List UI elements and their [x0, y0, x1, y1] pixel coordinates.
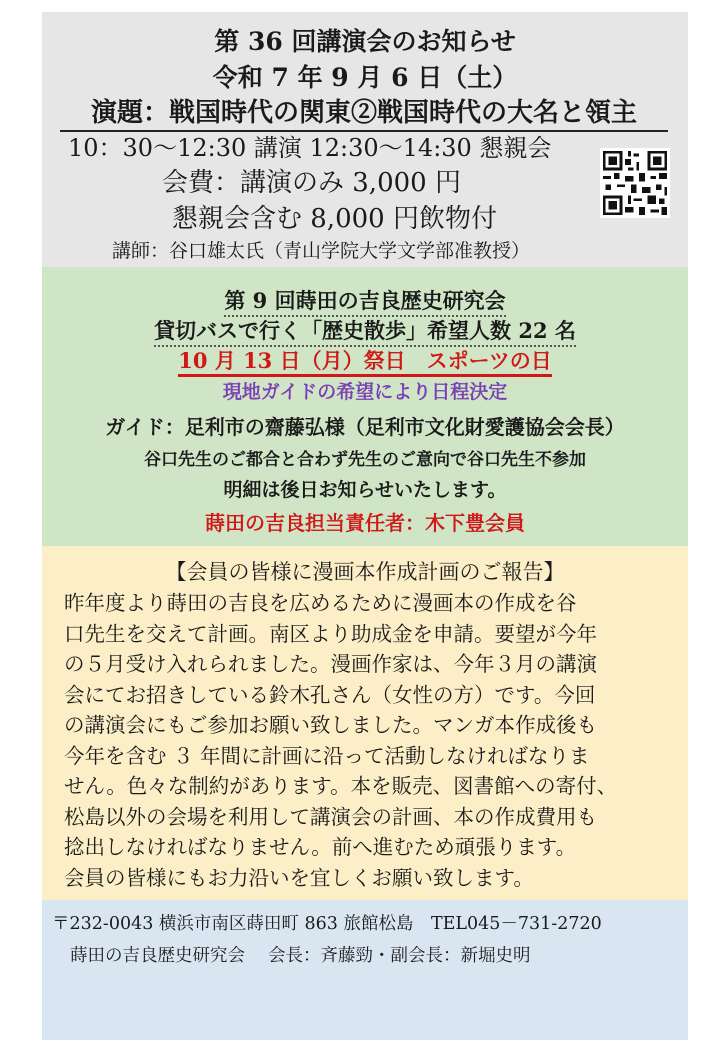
qr-code-icon[interactable]	[600, 148, 670, 218]
study-group-teacher-note: 谷口先生のご都合と合わず先生のご意向で谷口先生不参加	[144, 450, 586, 470]
footer	[42, 900, 688, 1040]
study-group-subtitle-text: 貸切バスで行く「歴史散歩」希望人数 22 名	[154, 318, 576, 347]
study-group-responsible: 蒔田の吉良担当責任者：木下豊会員	[205, 511, 525, 535]
manga-report-line: せん。色々な制約があります。本を販売、図書館への寄付、	[64, 774, 618, 798]
study-group-guide: ガイド：足利市の齋藤弘様（足利市文化財愛護協会会長）	[105, 415, 625, 439]
study-group-date	[42, 345, 688, 375]
lecture-schedule: 10：30～12:30 講演 12:30～14:30 懇親会	[68, 134, 552, 162]
study-group-title-text: 第 9 回蒔田の吉良歴史研究会	[224, 288, 505, 317]
lecture-fee: 会費：講演のみ 3,000 円	[162, 168, 461, 198]
study-group-note: 現地ガイドの希望により日程決定	[222, 381, 508, 403]
lecture-date: 令和 7 年 9 月 6 日（土）	[212, 63, 518, 92]
study-group-date-text: 10 月 13 日（月）祭日 スポーツの日	[178, 348, 552, 377]
manga-report-line: 捻出しなければなりません。前へ進むため頑張ります。	[64, 835, 577, 859]
manga-report-line: 昨年度より蒔田の吉良を広めるために漫画本の作成を谷	[64, 591, 577, 615]
lecture-announcement	[42, 12, 688, 267]
manga-report-line: の講演会にもご参加お願い致しました。マンガ本作成後も	[64, 713, 597, 737]
manga-report-line: 会員の皆様にもお力沿いを宜しくお願い致します。	[64, 865, 534, 890]
study-group-announcement	[42, 267, 688, 546]
manga-report-line: 今年を含む ３ 年間に計画に沿って活動しなければなりま	[64, 743, 590, 768]
manga-report-body	[64, 588, 617, 893]
study-group-subtitle	[42, 315, 688, 345]
lecture-speaker: 講師：谷口雄太氏（青山学院大学文学部准教授）	[112, 240, 531, 262]
study-group-title	[42, 285, 688, 315]
manga-report	[42, 546, 688, 900]
lecture-title: 第 36 回講演会のお知らせ	[214, 27, 516, 56]
manga-report-line: 口先生を交えて計画。南区より助成金を申請。要望が今年	[64, 621, 597, 646]
study-group-details: 明細は後日お知らせいたします。	[223, 479, 507, 501]
footer-organization: 蒔田の吉良歴史研究会 会長：斉藤勁・副会長：新堀史明	[70, 946, 531, 966]
lecture-theme: 演題：戦国時代の関東②戦国時代の大名と領主	[60, 92, 668, 132]
manga-report-heading: 【会員の皆様に漫画本作成計画のご報告】	[165, 560, 565, 584]
lecture-fee-party: 懇親会含む 8,000 円飲物付	[172, 204, 497, 234]
manga-report-line: 会にてお招きしている鈴木孔さん（女性の方）です。今回	[64, 682, 596, 707]
footer-address: 〒232-0043 横浜市南区蒔田町 863 旅館松島 TEL045－731-2720	[52, 914, 602, 934]
manga-report-line: 松島以外の会場を利用して講演会の計画、本の作成費用も	[64, 804, 597, 829]
manga-report-line: の５月受け入れられました。漫画作家は、今年３月の講演	[64, 652, 597, 676]
